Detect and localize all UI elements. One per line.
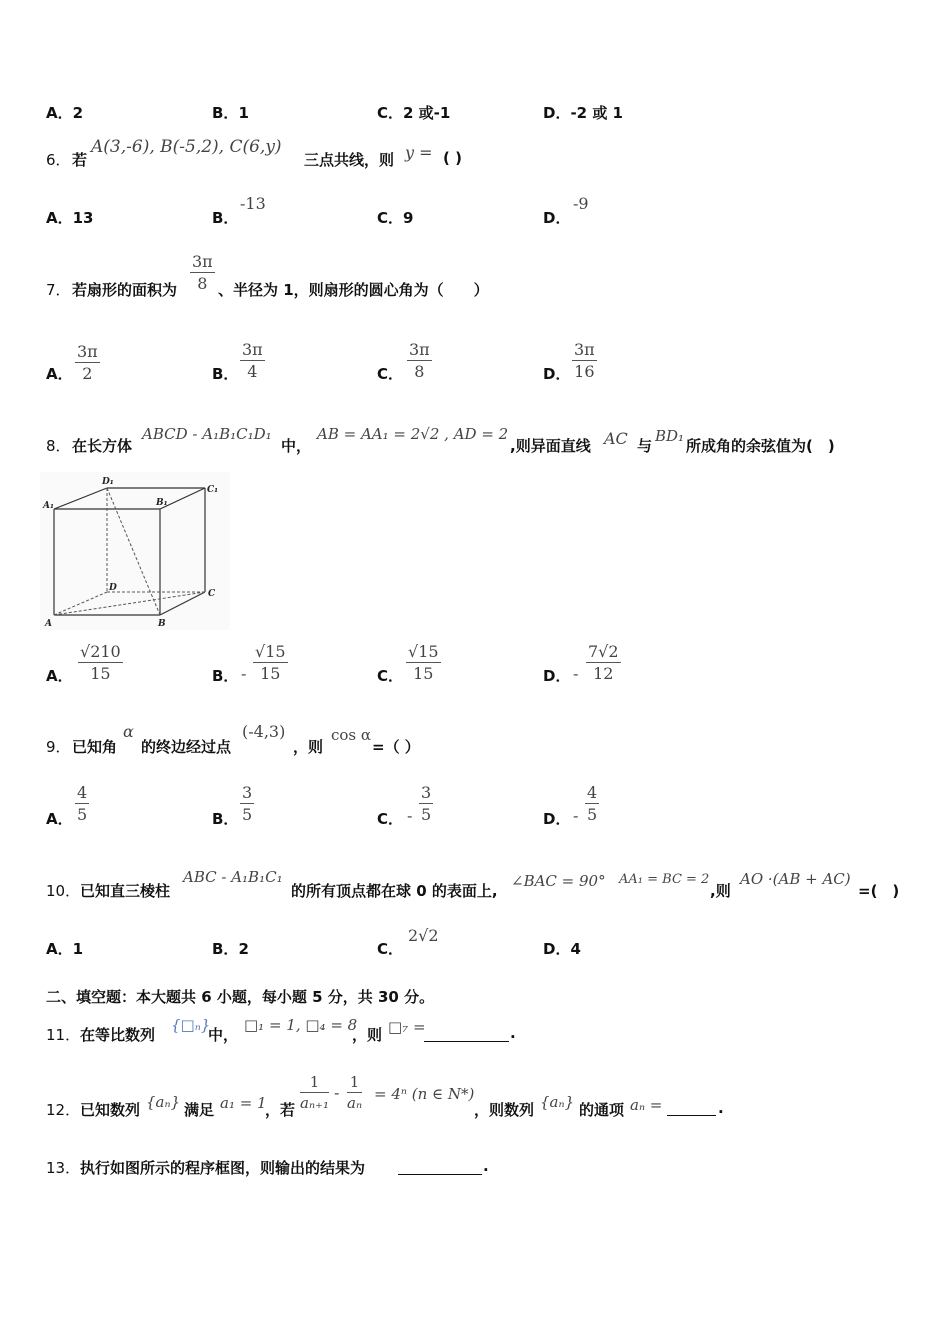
q9-expr: cos α bbox=[331, 726, 372, 744]
q7-option-d-fraction: $\frac{3\pi}{16}$ bbox=[574, 340, 595, 381]
label-a: A bbox=[45, 619, 52, 629]
q9-option-b: B． bbox=[212, 810, 239, 828]
q6-option-c: C．9 bbox=[377, 209, 414, 227]
q8-option-d-sign: - bbox=[573, 664, 579, 683]
q8-line-ac: AC bbox=[604, 429, 628, 448]
q11-condition: □₁ = 1, □₄ = 8 bbox=[244, 1016, 358, 1034]
q8-option-d: D． bbox=[543, 667, 571, 685]
q11-target: □₇ = bbox=[388, 1018, 426, 1036]
q8-solid: ABCD - A₁B₁C₁D₁ bbox=[142, 425, 272, 443]
q6-option-b-value: -13 bbox=[240, 194, 266, 213]
q9-option-c-fraction: $\frac{3}{5}$ bbox=[421, 783, 432, 824]
q9-option-d-fraction: $\frac{4}{5}$ bbox=[587, 783, 598, 824]
q6-option-d: D． bbox=[543, 209, 571, 227]
q8-line-bd1: BD₁ bbox=[655, 427, 685, 445]
q9-option-d-sign: - bbox=[573, 806, 579, 825]
q9-option-d: D． bbox=[543, 810, 571, 828]
q10-angle: ∠BAC = 90° bbox=[511, 872, 606, 890]
section-2-heading: 二、填空题：本大题共 6 小题，每小题 5 分，共 30 分。 bbox=[46, 988, 435, 1006]
q10-option-a: A．1 bbox=[46, 940, 84, 958]
q8-option-b-sign: - bbox=[241, 664, 247, 683]
q10-condition: AA₁ = BC = 2 bbox=[619, 872, 710, 887]
label-b1: B₁ bbox=[156, 498, 168, 508]
label-a1: A₁ bbox=[43, 501, 54, 511]
q7-number: 7． bbox=[46, 281, 71, 299]
q10-option-c: C． bbox=[377, 940, 404, 958]
q5-option-d: D．-2 或 1 bbox=[543, 104, 623, 122]
q12-sequence-2: {aₙ} bbox=[540, 1093, 575, 1111]
q12-sequence: {aₙ} bbox=[146, 1093, 181, 1111]
q6-option-a: A．13 bbox=[46, 209, 94, 227]
q12-initial: a₁ = 1 bbox=[220, 1094, 267, 1112]
q6-number: 6． bbox=[46, 151, 71, 169]
q12-target: aₙ = bbox=[630, 1096, 663, 1114]
q8-option-a: A． bbox=[46, 667, 73, 685]
q9-point: (-4,3) bbox=[242, 722, 286, 741]
q8-condition: AB = AA₁ = 2√2 , AD = 2 bbox=[317, 425, 509, 443]
q12-number: 12． bbox=[46, 1101, 81, 1119]
q7-option-c: C． bbox=[377, 365, 404, 383]
q9-number: 9． bbox=[46, 738, 71, 756]
q6-option-d-value: -9 bbox=[573, 194, 589, 213]
q13-answer-blank[interactable] bbox=[398, 1157, 482, 1175]
q12-minus: - bbox=[334, 1083, 340, 1102]
label-d1: D₁ bbox=[102, 477, 114, 487]
q12-rhs: = 4ⁿ (n ∈ N*) bbox=[374, 1085, 475, 1103]
q11-answer-blank[interactable] bbox=[424, 1024, 509, 1042]
q7-option-b-fraction: $\frac{3\pi}{4}$ bbox=[242, 340, 263, 381]
q10-option-d: D．4 bbox=[543, 940, 581, 958]
q8-option-b-fraction: $\frac{√15}{15}$ bbox=[255, 642, 286, 683]
q12-fraction-1: $\frac{1}{\text{aₙ₊₁}}$ bbox=[300, 1073, 329, 1112]
q10-option-c-value: 2√2 bbox=[408, 926, 439, 945]
q10-number: 10． bbox=[46, 882, 81, 900]
q6-option-b: B． bbox=[212, 209, 239, 227]
q11-number: 11． bbox=[46, 1026, 81, 1044]
q5-option-c: C．2 或-1 bbox=[377, 104, 451, 122]
cuboid-figure bbox=[40, 472, 230, 630]
q12-answer-blank[interactable] bbox=[667, 1099, 716, 1116]
q8-option-c-fraction: $\frac{√15}{15}$ bbox=[408, 642, 439, 683]
label-d: D bbox=[109, 583, 117, 593]
q9-option-a: A． bbox=[46, 810, 73, 828]
label-b: B bbox=[158, 619, 166, 629]
q10-expr: AO ·(AB + AC) bbox=[740, 870, 851, 888]
q9-option-c: C． bbox=[377, 810, 404, 828]
label-c: C bbox=[208, 589, 216, 599]
q8-option-b: B． bbox=[212, 667, 239, 685]
q5-option-a: A．2 bbox=[46, 104, 84, 122]
q7-option-c-fraction: $\frac{3\pi}{8}$ bbox=[409, 340, 430, 381]
label-c1: C₁ bbox=[207, 485, 219, 495]
q7-option-d: D． bbox=[543, 365, 571, 383]
q9-angle: α bbox=[123, 722, 134, 741]
q8-option-c: C． bbox=[377, 667, 404, 685]
q9-option-b-fraction: $\frac{3}{5}$ bbox=[242, 783, 253, 824]
q9-option-c-sign: - bbox=[407, 806, 413, 825]
q7-area-fraction: $\frac{3\pi}{8}$ bbox=[192, 252, 213, 293]
q5-option-b: B．1 bbox=[212, 104, 249, 122]
q8-option-d-fraction: $\frac{7√2}{12}$ bbox=[588, 642, 619, 683]
q7-option-a: A． bbox=[46, 365, 73, 383]
q7-option-b: B． bbox=[212, 365, 239, 383]
q9-option-a-fraction: $\frac{4}{5}$ bbox=[77, 783, 88, 824]
q12-fraction-2: $\frac{1}{\text{aₙ}}$ bbox=[347, 1073, 363, 1112]
q6-var: y = bbox=[405, 143, 433, 162]
q10-option-b: B．2 bbox=[212, 940, 249, 958]
q7-option-a-fraction: $\frac{3\pi}{2}$ bbox=[77, 342, 98, 383]
q8-number: 8． bbox=[46, 437, 71, 455]
q13-number: 13． bbox=[46, 1159, 81, 1177]
q11-sequence: {□ₙ} bbox=[171, 1016, 211, 1034]
q6-points: A(3,-6), B(-5,2), C(6,y) bbox=[91, 137, 282, 157]
q10-solid: ABC - A₁B₁C₁ bbox=[183, 868, 283, 886]
q8-option-a-fraction: $\frac{√210}{15}$ bbox=[80, 642, 121, 683]
